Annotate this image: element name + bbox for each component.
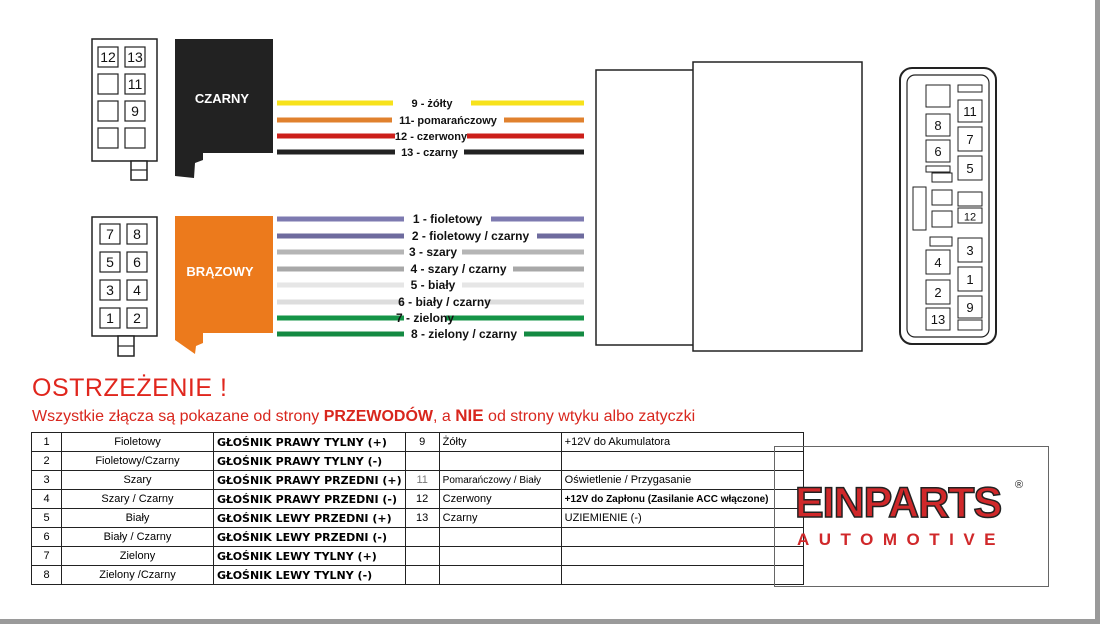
pin-number-cell: 7 xyxy=(32,547,62,566)
wire-color-cell: Szary / Czarny xyxy=(62,490,214,509)
wire xyxy=(277,131,584,143)
wire-label: 3 - szary xyxy=(408,245,458,259)
wire-color-cell xyxy=(439,547,561,566)
iso-face-pin-number: 8 xyxy=(934,118,942,133)
pin-function-cell: GŁOŚNIK PRAWY PRZEDNI (-) xyxy=(214,490,406,509)
iso-face-pin-number: 13 xyxy=(930,312,946,327)
pin-function-cell: GŁOŚNIK LEWY PRZEDNI (-) xyxy=(214,528,406,547)
iso-face-pin xyxy=(926,114,950,136)
iso-face-pin xyxy=(958,267,982,291)
brown-pin-number: 6 xyxy=(133,254,141,270)
pin-number-cell: 11 xyxy=(405,471,439,490)
wire xyxy=(277,147,584,159)
table-row xyxy=(32,452,804,471)
pin-function-cell xyxy=(561,547,803,566)
brown-connector-body xyxy=(175,216,273,354)
iso-face-pin xyxy=(958,296,982,318)
iso-face-pin-number: 12 xyxy=(963,211,977,224)
table-row xyxy=(32,490,804,509)
iso-face-pin xyxy=(926,140,950,162)
iso-face-pin-number: 9 xyxy=(966,300,974,315)
table-row xyxy=(32,528,804,547)
black-pin-cell xyxy=(125,74,145,94)
pin-number-cell: 2 xyxy=(32,452,62,471)
wire-color-cell: Czerwony xyxy=(439,490,561,509)
black-connector-body xyxy=(175,39,273,178)
iso-face-pin-number: 2 xyxy=(934,285,942,300)
iso-face-pin xyxy=(926,85,950,107)
brown-pin-cell xyxy=(127,224,147,244)
black-connector-pin-block xyxy=(92,39,157,180)
pin-function-cell: GŁOŚNIK PRAWY TYLNY (-) xyxy=(214,452,406,471)
table-row xyxy=(32,509,804,528)
wire-color-cell: Biały xyxy=(62,509,214,528)
iso-face-pin xyxy=(926,250,950,274)
pin-number-cell: 8 xyxy=(32,566,62,585)
pin-number-cell: 6 xyxy=(32,528,62,547)
iso-face-pin xyxy=(958,85,982,92)
wire-label: 7 - zielony xyxy=(395,311,455,325)
logo-tagline: AUTOMOTIVE xyxy=(797,530,1006,549)
wire-color-cell: Pomarańczowy / Biały xyxy=(439,471,561,490)
wire-color-cell xyxy=(439,452,561,471)
wire xyxy=(277,278,584,292)
pin-function-cell: UZIEMIENIE (-) xyxy=(561,509,803,528)
wire-label: 13 - czarny xyxy=(401,147,458,159)
wire-label: 4 - szary / czarny xyxy=(410,262,507,276)
iso-face-pin xyxy=(958,100,982,122)
wire xyxy=(277,212,584,226)
wire-color-cell: Żółty xyxy=(439,433,561,452)
pin-number-cell: 3 xyxy=(32,471,62,490)
wire-label: 6 - biały / czarny xyxy=(398,295,491,309)
black-pin-cell xyxy=(125,128,145,148)
pin-function-cell: +12V do Akumulatora xyxy=(561,433,803,452)
wire xyxy=(277,245,584,259)
brown-pin-number: 2 xyxy=(133,310,141,326)
wire xyxy=(277,262,584,276)
brown-pin-cell xyxy=(100,224,120,244)
wire xyxy=(277,229,584,243)
wire-color-cell: Fioletowy xyxy=(62,433,214,452)
wire-label: 1 - fioletowy xyxy=(412,212,483,226)
black-pin-number: 11 xyxy=(127,76,143,92)
pin-number-cell: 9 xyxy=(405,433,439,452)
iso-face-pin xyxy=(926,166,950,172)
wire xyxy=(277,295,584,309)
brown-pin-cell xyxy=(127,280,147,300)
brown-pin-cell xyxy=(127,308,147,328)
wire-label: 11- pomarańczowy xyxy=(399,115,497,127)
pin-function-cell: GŁOŚNIK LEWY PRZEDNI (+) xyxy=(214,509,406,528)
black-pin-cell xyxy=(98,47,118,67)
pin-function-cell xyxy=(561,566,803,585)
iso-face-pin xyxy=(958,208,982,224)
pin-function-cell xyxy=(561,452,803,471)
iso-connector-face xyxy=(900,68,996,344)
iso-face-pin-number: 3 xyxy=(966,243,974,258)
brown-pin-cell xyxy=(127,252,147,272)
iso-face-pin-number: 4 xyxy=(934,255,942,270)
table-row xyxy=(32,471,804,490)
pin-number-cell: 12 xyxy=(405,490,439,509)
iso-face-pin xyxy=(926,308,950,330)
black-pin-cell xyxy=(98,101,118,121)
pin-number-cell: 4 xyxy=(32,490,62,509)
warning-text: Wszystkie złącza są pokazane od strony PRZEWODÓW, a NIE od strony wtyku albo zatyczki xyxy=(32,406,696,425)
black-pin-cell xyxy=(98,128,118,148)
pin-number-cell xyxy=(405,528,439,547)
brown-pin-cell xyxy=(100,280,120,300)
wire-label: 9 - żółty xyxy=(411,98,453,110)
black-pin-number: 12 xyxy=(100,49,116,65)
brown-pin-number: 5 xyxy=(106,254,114,270)
pin-number-cell: 1 xyxy=(32,433,62,452)
brown-pin-number: 4 xyxy=(133,282,141,298)
iso-face-pin xyxy=(958,156,982,180)
logo-wordmark: EINPARTS xyxy=(795,479,1002,527)
pin-function-cell: GŁOŚNIK LEWY TYLNY (-) xyxy=(214,566,406,585)
pin-assignment-table xyxy=(31,432,804,585)
pin-number-cell xyxy=(405,547,439,566)
black-connector-label: CZARNY xyxy=(194,91,250,106)
brown-pin-cell xyxy=(100,308,120,328)
table-row xyxy=(32,566,804,585)
black-pin-cell xyxy=(125,101,145,121)
wire-label: 2 - fioletowy / czarny xyxy=(411,229,530,243)
einparts-logo xyxy=(774,446,1049,587)
brown-connector-label: BRĄZOWY xyxy=(186,264,254,279)
wire-color-cell: Fioletowy/Czarny xyxy=(62,452,214,471)
iso-face-pin-number: 1 xyxy=(966,272,974,287)
wires-top-group xyxy=(277,98,584,159)
wire-label: 12 - czerwony xyxy=(394,131,468,143)
wire-color-cell xyxy=(439,566,561,585)
iso-face-pin-number: 6 xyxy=(934,144,942,159)
wire xyxy=(277,327,584,341)
brown-pin-cell xyxy=(100,252,120,272)
iso-face-pin-number: 11 xyxy=(963,104,977,119)
wire-color-cell: Szary xyxy=(62,471,214,490)
pin-function-cell: +12V do Zapłonu (Zasilanie ACC włączone) xyxy=(561,490,803,509)
pin-number-cell xyxy=(405,566,439,585)
iso-face-pin xyxy=(958,127,982,151)
brown-pin-number: 3 xyxy=(106,282,114,298)
black-pin-number: 13 xyxy=(127,49,143,65)
iso-face-pin xyxy=(958,238,982,262)
wire-color-cell: Czarny xyxy=(439,509,561,528)
warning-title: OSTRZEŻENIE ! xyxy=(32,374,228,402)
wire-color-cell: Zielony xyxy=(62,547,214,566)
table-row xyxy=(32,433,804,452)
wire-label: 5 - biały xyxy=(410,278,456,292)
table-row xyxy=(32,547,804,566)
wire xyxy=(277,115,584,127)
wire-label: 8 - zielony / czarny xyxy=(410,327,518,341)
pin-function-cell: GŁOŚNIK PRAWY TYLNY (+) xyxy=(214,433,406,452)
brown-pin-number: 1 xyxy=(106,310,114,326)
wire xyxy=(277,311,584,325)
black-pin-cell xyxy=(98,74,118,94)
black-pin-number: 9 xyxy=(131,103,139,119)
black-pin-cell xyxy=(125,47,145,67)
iso-plug-side-view xyxy=(596,62,862,351)
pin-function-cell xyxy=(561,528,803,547)
pin-function-cell: Oświetlenie / Przygasanie xyxy=(561,471,803,490)
iso-face-pin xyxy=(926,280,950,304)
pin-function-cell: GŁOŚNIK LEWY TYLNY (+) xyxy=(214,547,406,566)
wire-color-cell: Biały / Czarny xyxy=(62,528,214,547)
iso-face-pin-number: 5 xyxy=(966,161,974,176)
wire-color-cell: Zielony /Czarny xyxy=(62,566,214,585)
wire-color-cell xyxy=(439,528,561,547)
pin-number-cell xyxy=(405,452,439,471)
pin-function-cell: GŁOŚNIK PRAWY PRZEDNI (+) xyxy=(214,471,406,490)
pin-number-cell: 13 xyxy=(405,509,439,528)
iso-face-pin-number: 7 xyxy=(966,132,974,147)
brown-connector-pin-block xyxy=(92,217,157,356)
pin-number-cell: 5 xyxy=(32,509,62,528)
logo-registered-mark: ® xyxy=(1015,479,1024,491)
brown-pin-number: 7 xyxy=(106,226,114,242)
brown-pin-number: 8 xyxy=(133,226,141,242)
iso-face-pin xyxy=(958,320,982,330)
wires-bottom-group xyxy=(277,212,584,341)
iso-face-pin xyxy=(958,192,982,206)
wire xyxy=(277,98,584,110)
